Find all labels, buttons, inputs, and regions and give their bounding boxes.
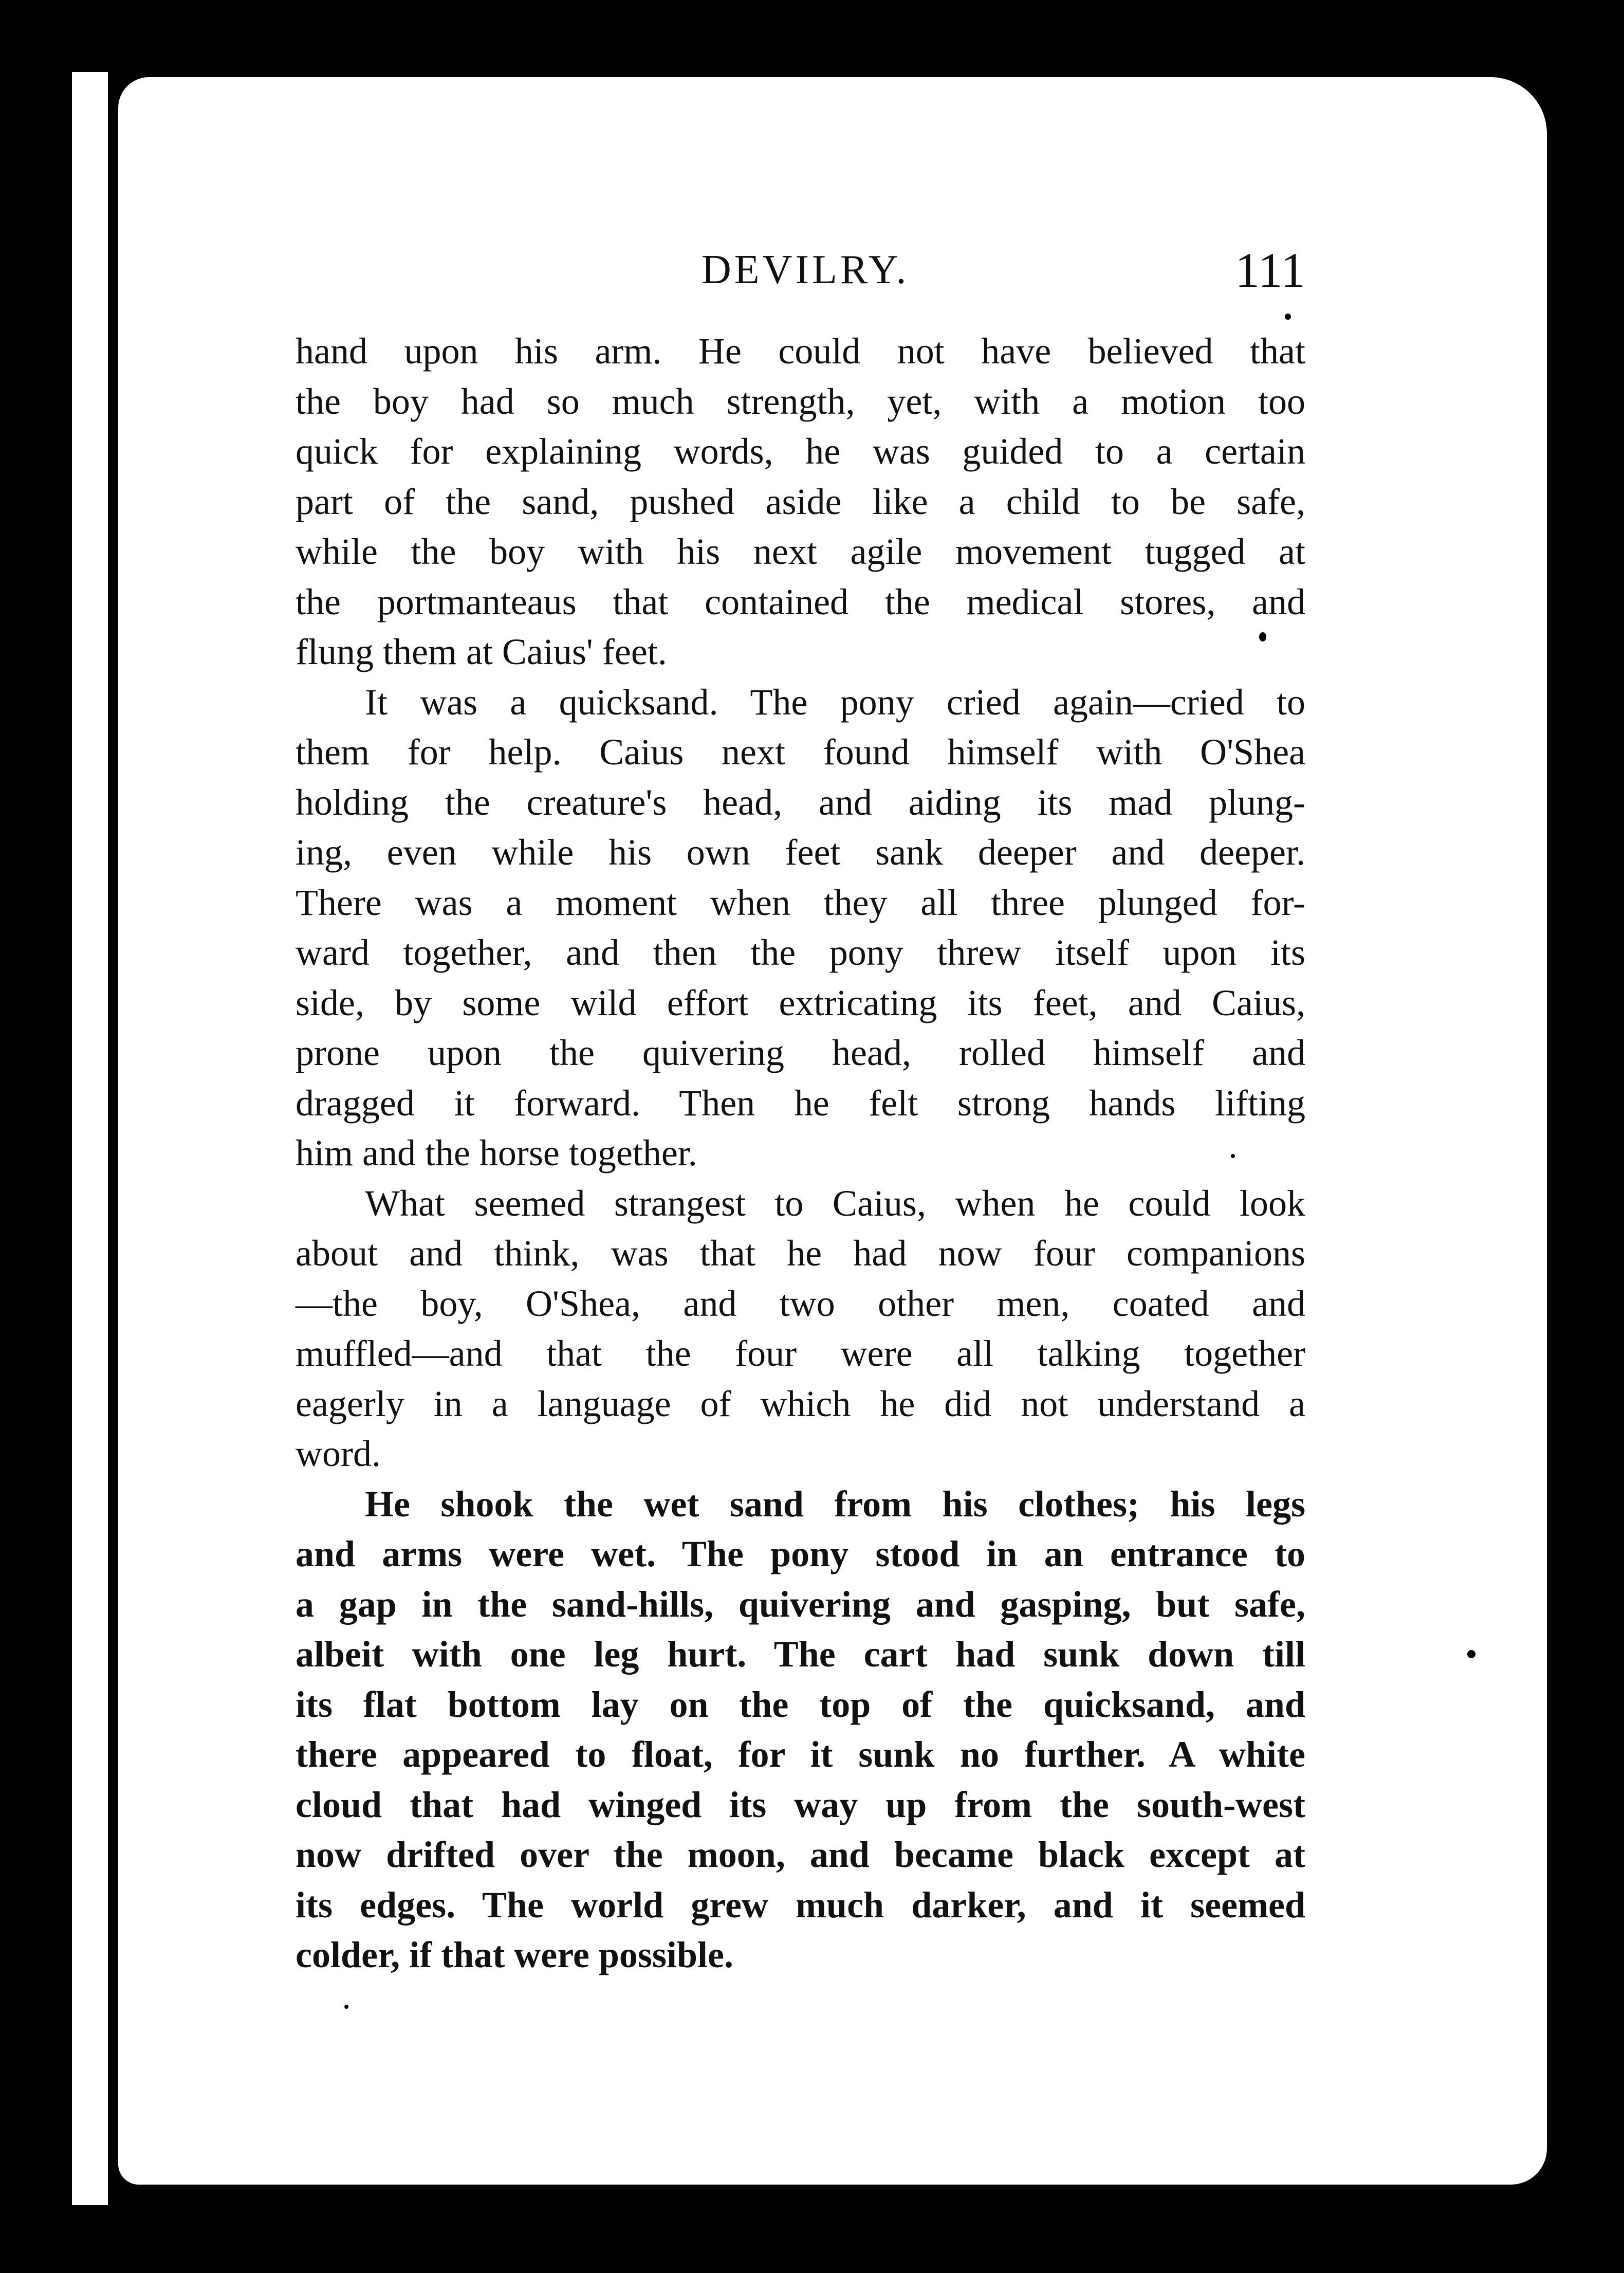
scan-speck bbox=[1285, 314, 1291, 320]
text-line: there appeared to float, for it sunk no further. A white bbox=[296, 1734, 1305, 1775]
text-line: It was a quicksand. The pony cried again—cried to bbox=[365, 681, 1305, 723]
text-line: them for help. Caius next found himself with O'Shea bbox=[296, 731, 1305, 773]
page-number: 111 bbox=[1235, 243, 1305, 298]
paragraph-1 bbox=[296, 326, 1305, 677]
text-line: What seemed strangest to Caius, when he could look bbox=[365, 1182, 1305, 1224]
text-line: holding the creature's head, and aiding its mad plung- bbox=[296, 781, 1305, 823]
paragraph-3 bbox=[296, 1179, 1305, 1479]
text-line: muffled—and that the four were all talking together bbox=[296, 1333, 1305, 1374]
running-head bbox=[296, 242, 1305, 303]
body-text bbox=[296, 326, 1305, 1981]
text-line: dragged it forward. Then he felt strong hands lifting bbox=[296, 1082, 1305, 1124]
text-line: word. bbox=[296, 1433, 381, 1474]
scan-speck bbox=[1231, 1154, 1235, 1158]
page-left-edge bbox=[72, 72, 108, 2205]
scan-speck bbox=[1259, 632, 1266, 641]
scan-speck bbox=[1467, 1650, 1475, 1658]
text-line: eagerly in a language of which he did not understand a bbox=[296, 1383, 1305, 1424]
text-line: a gap in the sand-hills, quivering and gasping, but safe, bbox=[296, 1583, 1305, 1625]
text-line: —the boy, O'Shea, and two other men, coated and bbox=[296, 1282, 1305, 1324]
text-line: colder, if that were possible. bbox=[296, 1934, 733, 1975]
text-line: prone upon the quivering head, rolled himself and bbox=[296, 1032, 1305, 1073]
text-line: part of the sand, pushed aside like a child to be safe, bbox=[296, 481, 1305, 522]
paragraph-2 bbox=[296, 677, 1305, 1179]
text-line: the boy had so much strength, yet, with a motion too bbox=[296, 380, 1305, 422]
text-line: while the boy with his next agile movement tugged at bbox=[296, 531, 1305, 572]
text-line: hand upon his arm. He could not have believed that bbox=[296, 331, 1305, 372]
paragraph-4 bbox=[296, 1479, 1305, 1981]
text-line: its flat bottom lay on the top of the quicksand, and bbox=[296, 1683, 1305, 1725]
text-line: him and the horse together. bbox=[296, 1132, 697, 1174]
text-line: ward together, and then the pony threw itself upon its bbox=[296, 932, 1305, 973]
text-line: He shook the wet sand from his clothes; his legs bbox=[365, 1483, 1305, 1525]
running-head-title: DEVILRY. bbox=[702, 247, 910, 292]
text-line: quick for explaining words, he was guided to a certain bbox=[296, 431, 1305, 472]
text-line: now drifted over the moon, and became black except at bbox=[296, 1834, 1305, 1875]
text-line: There was a moment when they all three plunged for- bbox=[296, 882, 1305, 923]
text-line: flung them at Caius' feet. bbox=[296, 631, 667, 672]
text-line: and arms were wet. The pony stood in an entrance to bbox=[296, 1533, 1305, 1574]
text-line: about and think, was that he had now four companions bbox=[296, 1233, 1305, 1274]
text-line: its edges. The world grew much darker, and it seemed bbox=[296, 1884, 1305, 1926]
text-line: albeit with one leg hurt. The cart had sunk down till bbox=[296, 1634, 1305, 1675]
text-line: cloud that had winged its way up from the south-west bbox=[296, 1784, 1305, 1825]
text-line: ing, even while his own feet sank deeper and deeper. bbox=[296, 832, 1305, 873]
scan-speck bbox=[344, 2005, 348, 2009]
text-line: the portmanteaus that contained the medical stores, and bbox=[296, 581, 1305, 622]
text-line: side, by some wild effort extricating its feet, and Caius, bbox=[296, 982, 1305, 1023]
